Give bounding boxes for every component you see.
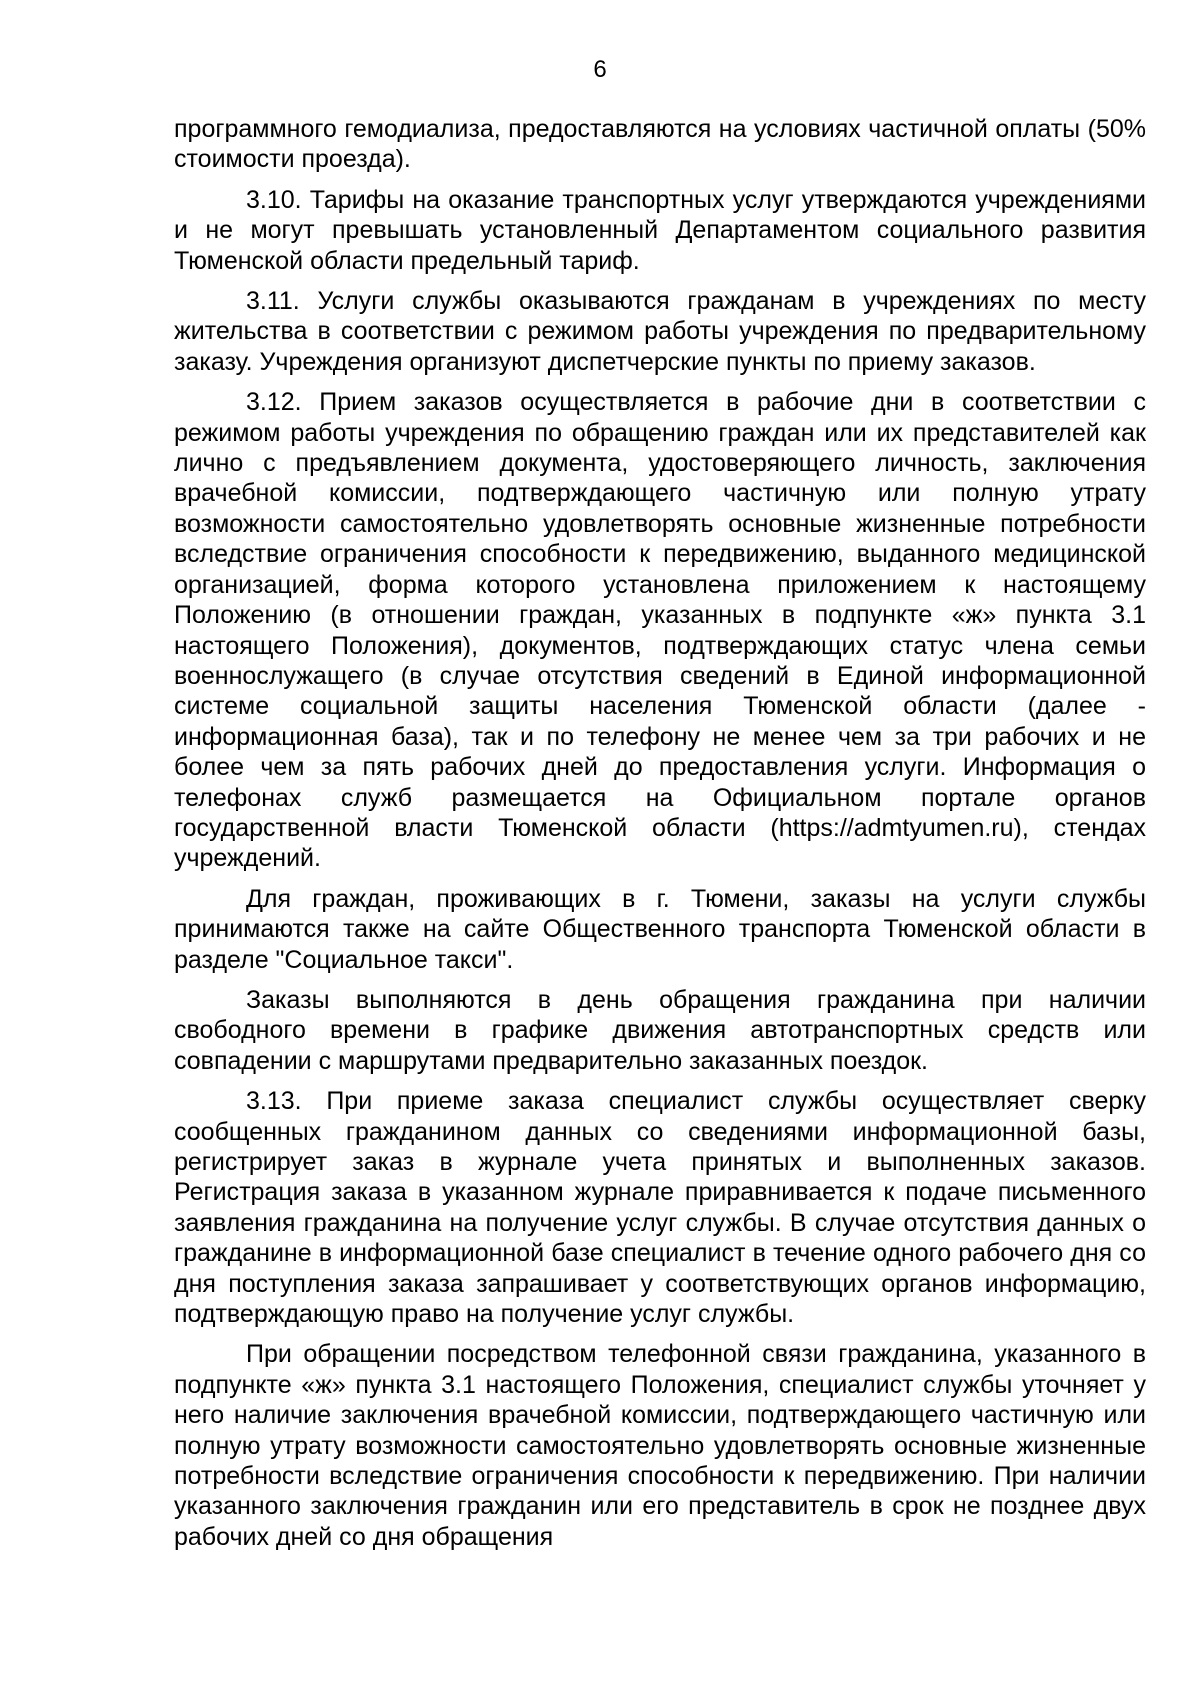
paragraph-3-13: 3.13. При приеме заказа специалист службы осуществляет сверку сообщенных гражданином данных со сведениями информационной базы, регистрирует заказ в журнале учета принятых и выполненных заказов. Регистрация заказа в указанном журнале приравнивается к подаче письменного заявления гражданина на получение услуг службы. В случае отсутствия данных о гражданине в информационной базе специалист в течение одного рабочего дня со дня поступления заказа запрашивает у соответствующих органов информацию, подтверждающую право на получение услуг службы. [174, 1087, 1146, 1329]
paragraph-3-12: 3.12. Прием заказов осуществляется в рабочие дни в соответствии с режимом работы учреждения по обращению граждан или их представителей как лично с предъявлением документа, удостоверяющего личность, заключения врачебной комиссии, подтверждающего частичную или полную утрату возможности самостоятельно удовлетворять основные жизненные потребности вследствие ограничения способности к передвижению, выданного медицинской организацией, форма которого установлена приложением к настоящему Положению (в отношении граждан, указанных в подпункте «ж» пункта 3.1 настоящего Положения), документов, подтверждающих статус члена семьи военнослужащего (в случае отсутствия сведений в Единой информационной системе социальной защиты населения Тюменской области (далее - информационная база), так и по телефону не менее чем за три рабочих и не более чем за пять рабочих дней до предоставления услуги. Информация о телефонах служб размещается на Официальном портале органов государственной власти Тюменской области (https://admtyumen.ru), стендах учреждений. [174, 388, 1146, 873]
paragraph-3-11: 3.11. Услуги службы оказываются гражданам в учреждениях по месту жительства в соответствии с режимом работы учреждения по предварительному заказу. Учреждения организуют диспетчерские пункты по приему заказов. [174, 287, 1146, 376]
document-body [174, 114, 1146, 1562]
paragraph-phone-requests: При обращении посредством телефонной связи гражданина, указанного в подпункте «ж» пункта 3.1 настоящего Положения, специалист службы уточняет у него наличие заключения врачебной комиссии, подтверждающего частичную или полную утрату возможности самостоятельно удовлетворять основные жизненные потребности вследствие ограничения способности к передвижению. При наличии указанного заключения гражданин или его представитель в срок не позднее двух рабочих дней со дня обращения [174, 1340, 1146, 1551]
page-number: 6 [593, 56, 607, 83]
paragraph-3-10: 3.10. Тарифы на оказание транспортных услуг утверждаются учреждениями и не могут превышать установленный Департаментом социального развития Тюменской области предельный тариф. [174, 185, 1146, 275]
paragraph-orders-execution: Заказы выполняются в день обращения гражданина при наличии свободного времени в графике движения автотранспортных средств или совпадении с маршрутами предварительно заказанных поездок. [174, 985, 1146, 1075]
paragraph-tyumen-orders: Для граждан, проживающих в г. Тюмени, заказы на услуги службы принимаются также на сайте Общественного транспорта Тюменской области в разделе "Социальное такси". [174, 884, 1146, 974]
paragraph-0: программного гемодиализа, предоставляются на условиях частичной оплаты (50% стоимости проезда). [174, 115, 1146, 174]
